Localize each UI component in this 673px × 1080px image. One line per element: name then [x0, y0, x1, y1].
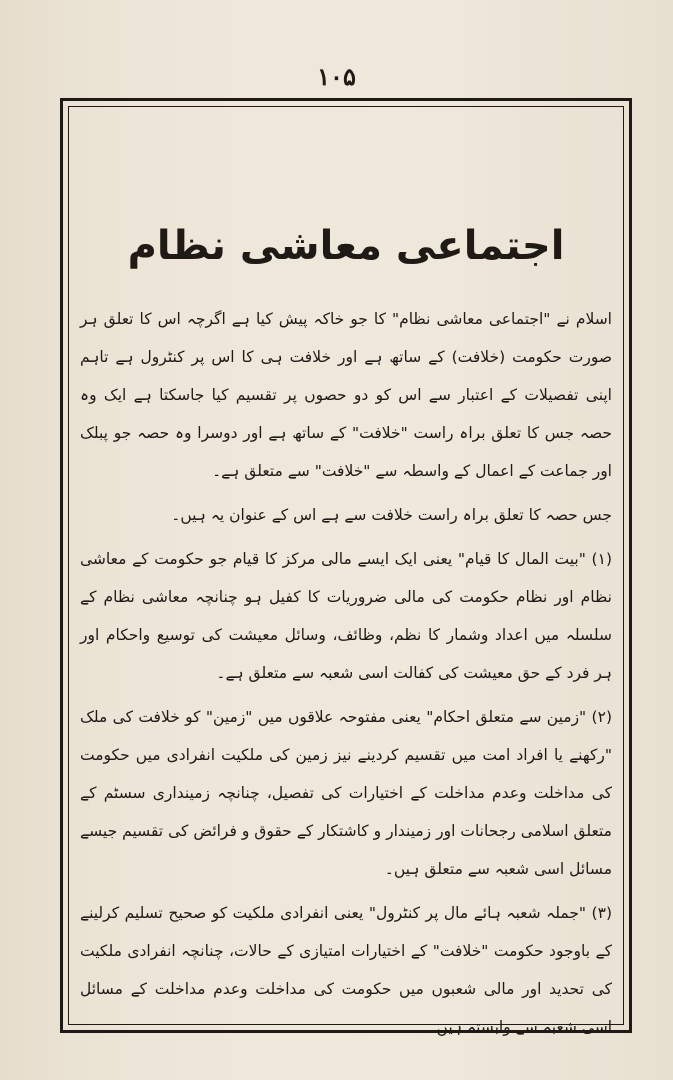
- paragraph-intro: اسلام نے "اجتماعی معاشی نظام" کا جو خاکہ پیش کیا ہے اگرچہ اس کا تعلق ہر صورت حکومت (خلافت) کے ساتھ ہے اور خلافت ہی کا اس پر کنٹرول ہے تاہم اپنی تفصیلات کے اعتبار سے اس کو دو حصوں پر تقسیم کیا جاسکتا ہے ایک وہ حصہ جس کا تعلق براہ راست "خلافت" کے ساتھ ہے اور دوسرا وہ حصہ جو پبلک اور جماعت کے اعمال کے واسطہ سے "خلافت" سے متعلق ہے۔: [80, 310, 612, 480]
- paragraph-item-2: (۲) "زمین سے متعلق احکام" یعنی مفتوحہ علاقوں میں "زمین" کو خلافت کی ملک "رکھنے یا افراد امت میں تقسیم کردینے نیز زمین کی ملکیت انفرادی میں حکومت کی مداخلت وعدم مداخلت کے اختیارات کی تفصیل، چنانچہ زمینداری سسٹم کے متعلق اسلامی رجحانات اور زمیندار و کاشتکار کے حقوق و فرائض کی تقسیم جیسے مسائل اسی شعبہ سے متعلق ہیں۔: [80, 708, 612, 878]
- paragraph-item-3: (۳) "جملہ شعبہ ہائے مال پر کنٹرول" یعنی انفرادی ملکیت کو صحیح تسلیم کرلینے کے باوجود حکومت "خلافت" کے اختیارات امتیازی کے حالات، چنانچہ انفرادی ملکیت کی تحدید اور مالی شعبوں میں حکومت کی مداخلت وعدم مداخلت کے مسائل اسی شعبہ سے وابستہ ہیں۔: [80, 904, 612, 1036]
- paragraph-item-1: (۱) "بیت المال کا قیام" یعنی ایک ایسے مالی مرکز کا قیام جو حکومت کے معاشی نظام اور نظام حکومت کی مالی ضروریات کا کفیل ہو چنانچہ معاشی نظام کے سلسلہ میں اعداد وشمار کا نظم، وظائف، وسائل معیشت کی توسیع واحکام اور ہر فرد کے حق معیشت کی کفالت اسی شعبہ سے متعلق ہے۔: [80, 550, 612, 682]
- page-content: [80, 210, 612, 1036]
- paragraph-headings-intro: جس حصہ کا تعلق براہ راست خلافت سے ہے اس کے عنوان یہ ہیں۔: [171, 506, 612, 524]
- chapter-title: اجتماعی معاشی نظام: [127, 223, 565, 269]
- page-number: ۱۰۵: [317, 62, 356, 91]
